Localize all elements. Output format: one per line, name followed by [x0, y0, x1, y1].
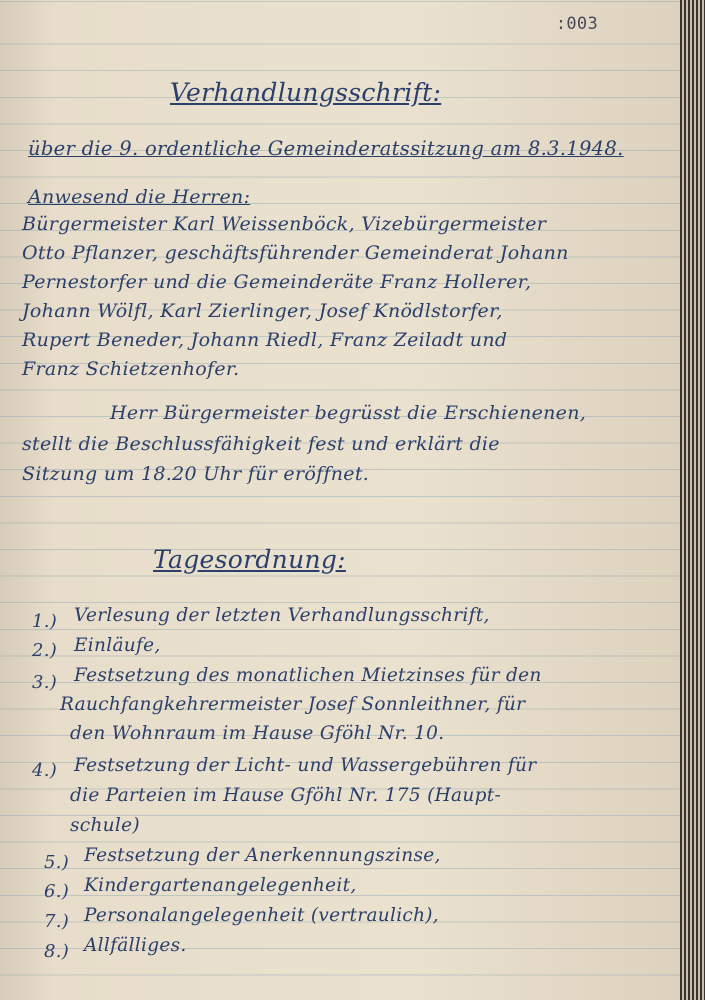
agenda-item-text: schule)	[70, 815, 140, 836]
agenda-item-number: 8.)	[44, 941, 70, 962]
agenda-item-text: die Parteien im Hause Gföhl Nr. 175 (Haupt-	[70, 785, 502, 806]
agenda-item-number: 3.)	[32, 672, 58, 693]
agenda-item-number: 4.)	[32, 760, 58, 781]
document-title: Verhandlungsschrift:	[170, 78, 442, 107]
agenda-item-text: Festsetzung der Anerkennungszinse,	[84, 845, 441, 866]
attendees-heading: Anwesend die Herren:	[28, 186, 251, 208]
agenda-item-text: Verlesung der letzten Verhandlungsschrift,	[74, 605, 490, 626]
folio-number: :003	[555, 14, 598, 34]
agenda-item-text: Einläufe,	[74, 635, 161, 656]
agenda-item-number: 5.)	[44, 852, 70, 873]
attendees-line: Franz Schietzenhofer.	[22, 358, 240, 380]
attendees-line: Johann Wölfl, Karl Zierlinger, Josef Knödlstorfer,	[22, 300, 503, 322]
agenda-heading: Tagesordnung:	[153, 545, 346, 574]
agenda-item-number: 2.)	[32, 640, 58, 661]
agenda-item-number: 6.)	[44, 881, 70, 902]
agenda-item-text: Festsetzung des monatlichen Mietzinses für den	[74, 665, 542, 686]
attendees-line: Otto Pflanzer, geschäftsführender Gemeinderat Johann	[22, 242, 569, 264]
attendees-line: Bürgermeister Karl Weissenböck, Vizebürgermeister	[22, 213, 547, 235]
agenda-item-text: Personalangelegenheit (vertraulich),	[84, 905, 439, 926]
opening-line: stellt die Beschlussfähigkeit fest und erklärt die	[22, 433, 500, 455]
agenda-item-number: 7.)	[44, 911, 70, 932]
attendees-line: Rupert Beneder, Johann Riedl, Franz Zeiladt und	[22, 329, 508, 351]
attendees-line: Pernestorfer und die Gemeinderäte Franz Hollerer,	[22, 271, 532, 293]
agenda-item-number: 1.)	[32, 611, 58, 632]
agenda-item-text: Allfälliges.	[84, 935, 187, 956]
document-subtitle: über die 9. ordentliche Gemeinderatssitzung am 8.3.1948.	[28, 137, 624, 160]
agenda-item-text: Rauchfangkehrermeister Josef Sonnleithner, für	[60, 694, 526, 715]
agenda-item-text: Kindergartenangelegenheit,	[84, 875, 357, 896]
book-page-edges	[680, 0, 705, 1000]
opening-line: Herr Bürgermeister begrüsst die Erschienenen,	[110, 402, 587, 424]
opening-line: Sitzung um 18.20 Uhr für eröffnet.	[22, 463, 370, 485]
agenda-item-text: den Wohnraum im Hause Gföhl Nr. 10.	[70, 723, 445, 744]
agenda-item-text: Festsetzung der Licht- und Wassergebühren für	[74, 755, 537, 776]
